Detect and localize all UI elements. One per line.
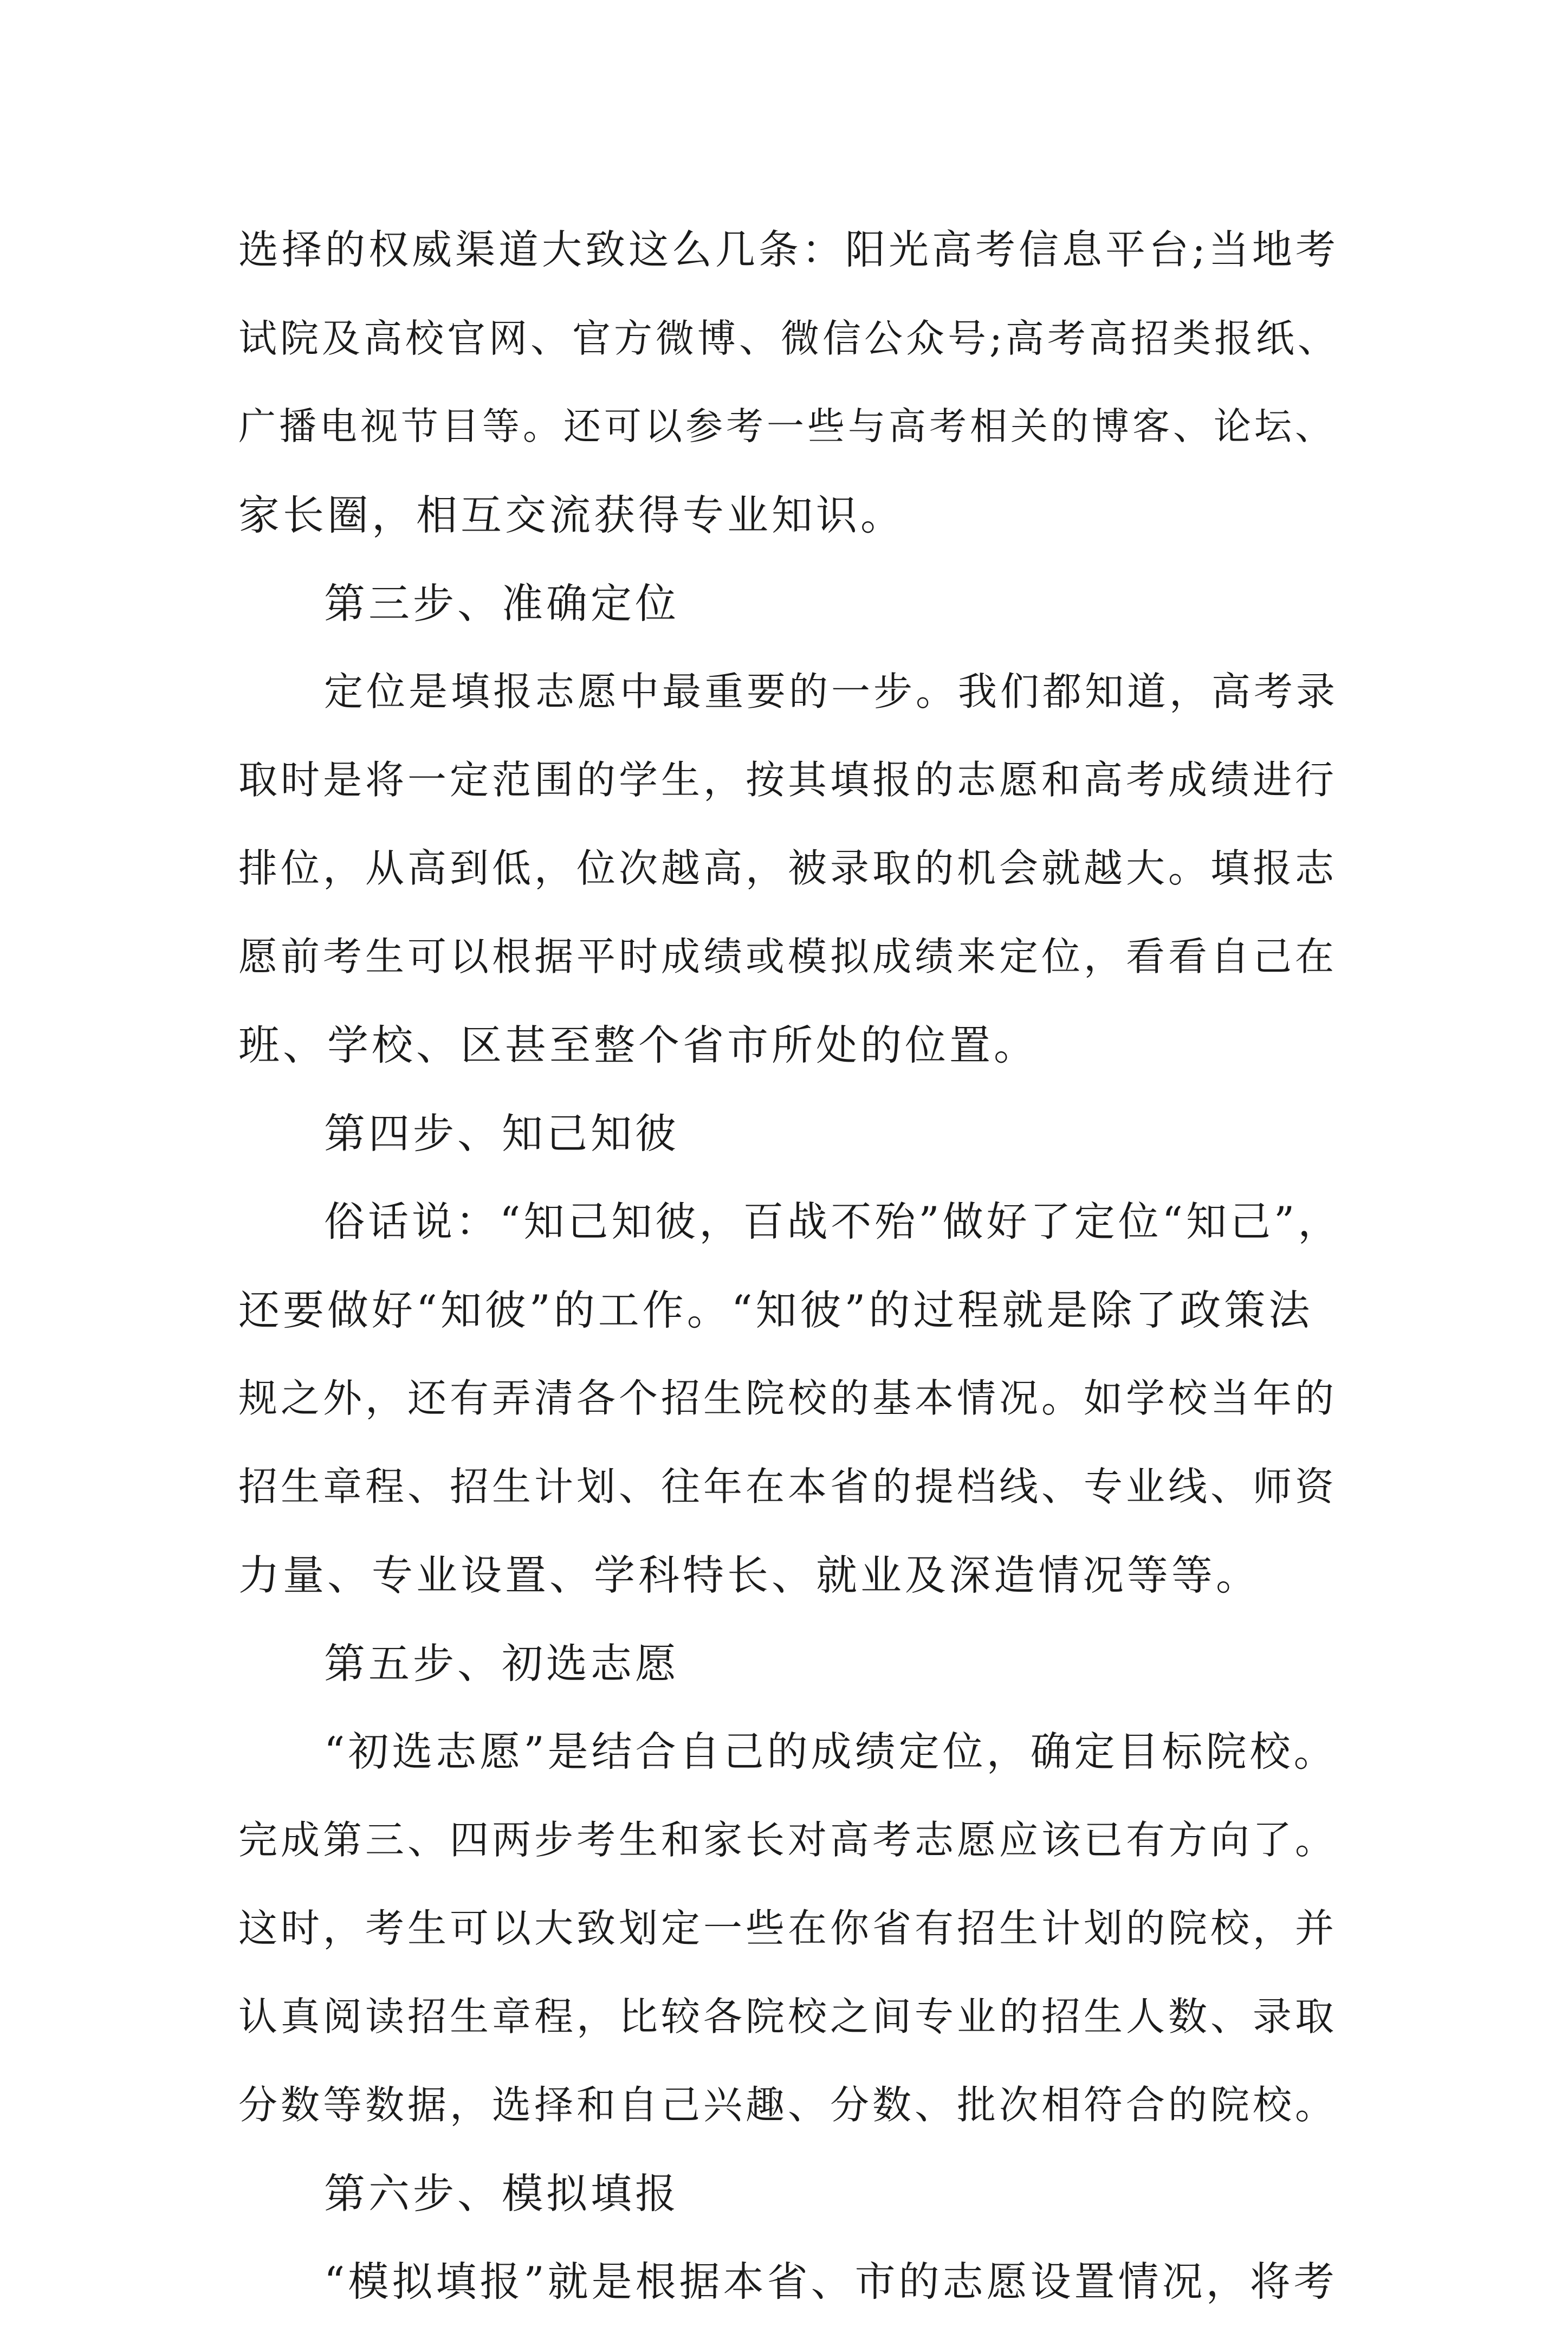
paragraph-start-line: 定位是填报志愿中最重要的一步。我们都知道，高考录: [324, 669, 1339, 714]
section-heading: 第五步、初选志愿: [324, 1639, 679, 1688]
text-line: 分数等数据，选择和自己兴趣、分数、批次相符合的院校。: [238, 2082, 1338, 2128]
text-line: 规之外，还有弄清各个招生院校的基本情况。如学校当年的: [238, 1375, 1338, 1421]
text-line: 选择的权威渠道大致这么几条：阳光高考信息平台;当地考: [238, 227, 1339, 273]
text-line: 这时，考生可以大致划定一些在你省有招生计划的院校，并: [238, 1905, 1338, 1951]
text-line: 取时是将一定范围的学生，按其填报的志愿和高考成绩进行: [238, 757, 1338, 803]
text-line: 愿前考生可以根据平时成绩或模拟成绩来定位，看看自己在: [238, 934, 1338, 979]
paragraph-start-line: “模拟填报”就是根据本省、市的志愿设置情况，将考: [324, 2258, 1338, 2305]
text-line: 班、学校、区甚至整个省市所处的位置。: [238, 1021, 1038, 1069]
text-line: 广播电视节目等。还可以参考一些与高考相关的博客、论坛、: [238, 405, 1336, 448]
text-line: 认真阅读招生章程，比较各院校之间专业的招生人数、录取: [238, 1994, 1338, 2039]
text-line: 试院及高校官网、官方微博、微信公众号;高考高招类报纸、: [238, 316, 1339, 361]
text-line: 招生章程、招生计划、往年在本省的提档线、专业线、师资: [238, 1464, 1338, 1509]
text-line: 力量、专业设置、学科特长、就业及深造情况等等。: [238, 1551, 1260, 1599]
document-body: [238, 206, 1344, 2326]
section-heading: 第四步、知己知彼: [324, 1109, 679, 1158]
text-line: 完成第三、四两步考生和家长对高考志愿应该已有方向了。: [238, 1817, 1338, 1863]
section-heading: 第三步、准确定位: [324, 579, 679, 628]
section-heading: 第六步、模拟填报: [324, 2169, 679, 2218]
paragraph-start-line: “初选志愿”是结合自己的成绩定位，确定目标院校。: [324, 1728, 1338, 1775]
text-line: 家长圈，相互交流获得专业知识。: [238, 491, 905, 539]
paragraph-start-line: 俗话说：“知己知彼，百战不殆”做好了定位“知己”，: [324, 1198, 1342, 1245]
text-line: 还要做好“知彼”的工作。“知彼”的过程就是除了政策法: [238, 1286, 1313, 1334]
text-line: 排位，从高到低，位次越高，被录取的机会就越大。填报志: [238, 845, 1338, 891]
